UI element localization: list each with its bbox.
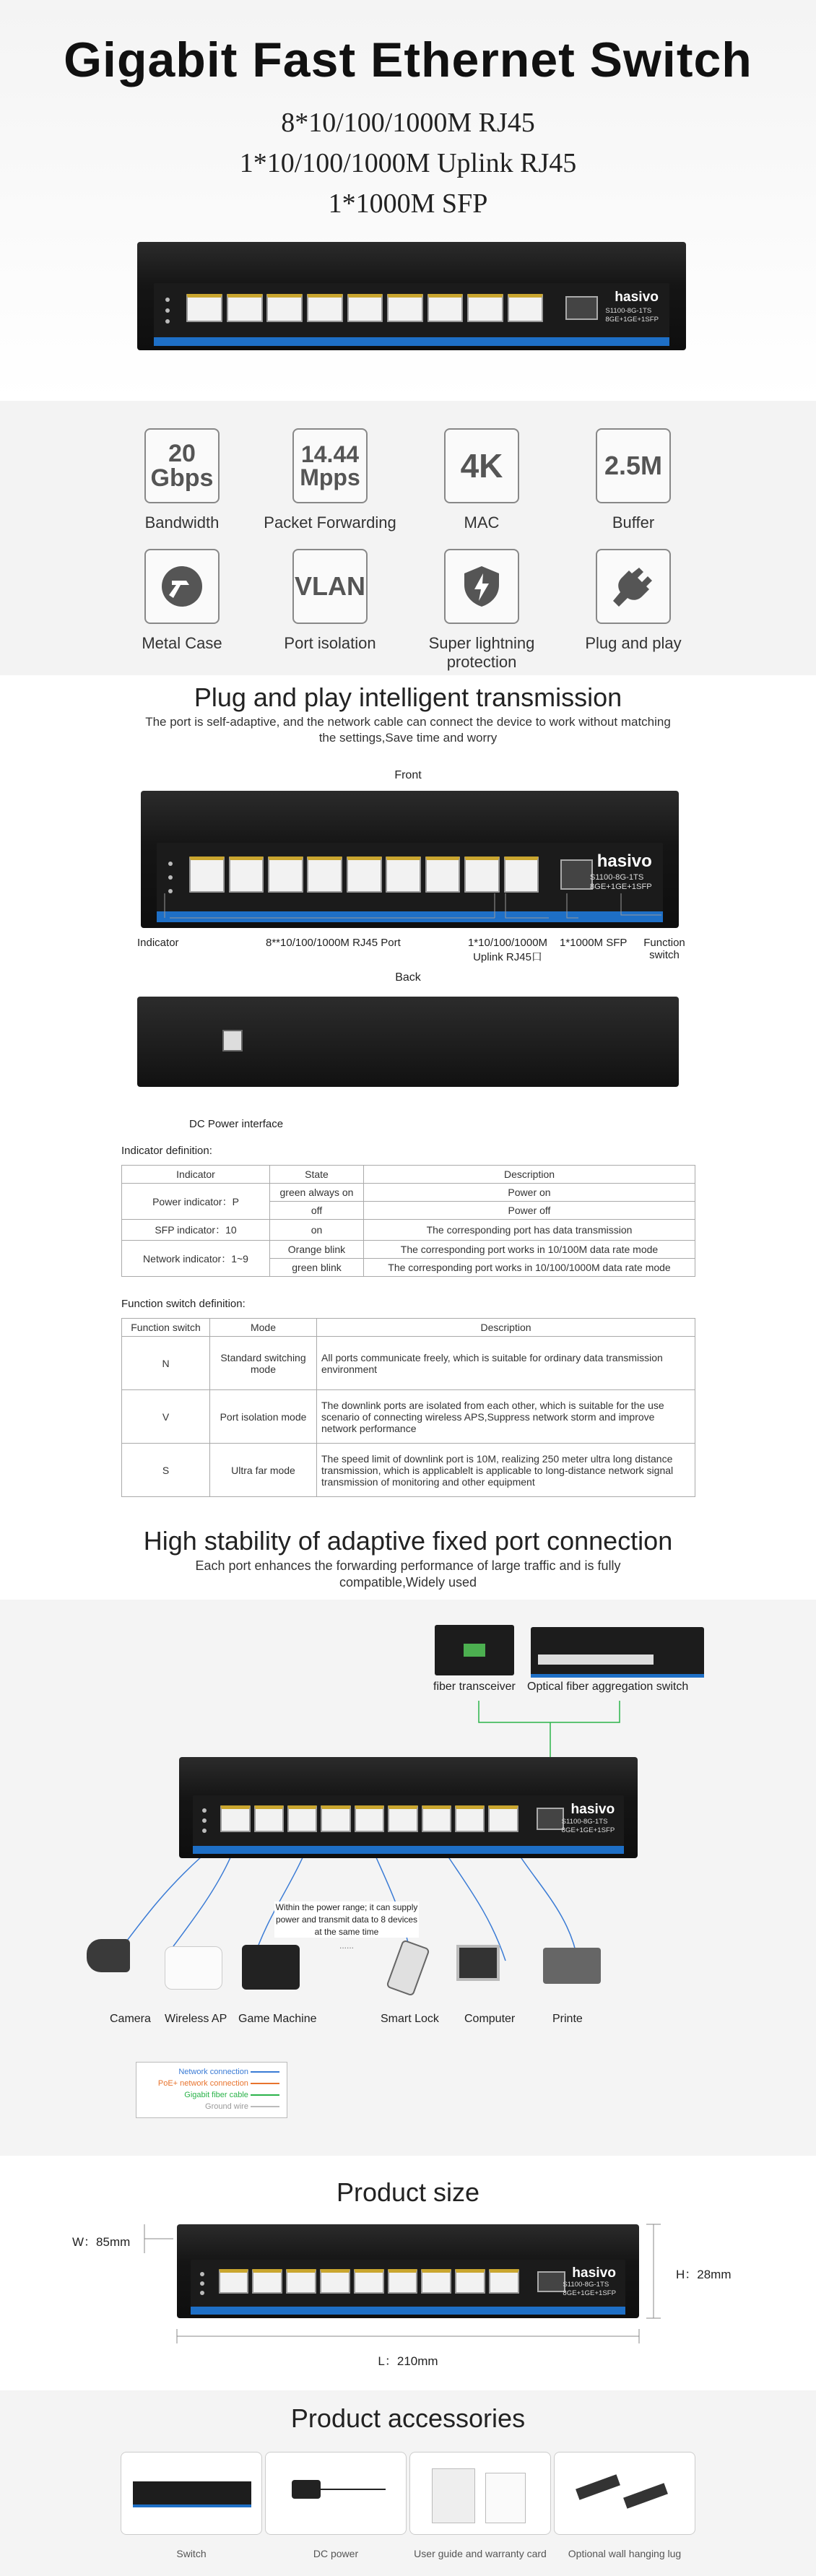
feature-value: VLAN [292,549,368,624]
accessory-dc-power [265,2452,407,2535]
plug-title: Plug and play intelligent transmission [194,682,622,712]
uplink-label: 1*10/100/1000M Uplink RJ45口 [467,937,548,963]
accessory-lug [554,2452,695,2535]
indicator-table: Indicator State Description Power indicator：P green always on Power on off Power off SFP indicator：10 on The corresponding port has data transmission Network indicator：1~9 Orange blink The corresponding port works in 10/100M data rate mode green blink The corresponding port works in 10/100/1000M data rate mode [121,1165,695,1277]
indicator-label: Indicator [137,937,179,949]
device-label-printer: Printe [552,2013,583,2025]
size-section [0,2156,816,2390]
device-label-camera: Camera [110,2013,151,2025]
feature-label: Plug and play [585,634,682,652]
table-row: V Port isolation mode The downlink ports are isolated from each other, which is suitable for the use scenario of connecting wireless APS,Suppress network storm and improve network performance [122,1390,695,1444]
camera-image [87,1939,130,1972]
device-model: S1100-8G-1TS [605,307,652,315]
feature-vlan [258,549,402,653]
feature-value: 4K [444,428,519,503]
indicator-table-caption: Indicator definition: [121,1145,212,1157]
device-model: S1100-8G-1TS [589,873,644,882]
front-callout-lines [0,892,816,935]
height-label: H：28mm [676,2268,732,2281]
hero-line3: 1*1000M SFP [328,188,488,219]
device-brand: hasivo [596,851,652,871]
device-brand: hasivo [615,290,659,305]
stability-header [0,1520,816,1600]
function-table: Function switch Mode Description N Standard switching mode All ports communicate freely, which is suitable for ordinary data transmission environment V Port isolation mode The downlink ports are isolated from each other, which is suitable for the use scenario of connecting wireless APS,Suppress network storm and improve network performance S Ultra far mode The speed limit of downlink port is 10M, realizing 250 meter ultra long distance transmission, which is applicablelt is applicable to long-distance network signal transmission of monitoring and other equipment [121,1318,695,1497]
width-label: W：85mm [72,2235,131,2249]
panel-section [0,755,816,1520]
feature-label: MAC [464,513,500,532]
topology-lines [0,1600,816,2156]
legend-ground: Ground wire [144,2102,279,2113]
accessories-title: Product accessories [290,2403,526,2433]
function-table-caption: Function switch definition: [121,1298,246,1310]
agg-switch-label: Optical fiber aggregation switch [527,1681,689,1693]
table-row: Network indicator：1~9 Orange blink The corresponding port works in 10/100M data rate mode [122,1241,695,1259]
accessories-section [0,2390,816,2576]
device-model: S1100-8G-1TS [561,1818,608,1826]
stability-desc: Each port enhances the forwarding performance of large traffic and is fully compatible,Widely used [195,1558,621,1590]
feature-label: Bandwidth [144,513,220,532]
feature-label: Super lightning protection [428,634,535,671]
device-ports: 8GE+1GE+1SFP [589,882,652,892]
plug-header [0,675,816,755]
hammer-icon [159,563,205,610]
game-machine-image [242,1945,300,1990]
feature-buffer [561,428,706,532]
rj45-label: 8**10/100/1000M RJ45 Port [266,937,401,949]
feature-label: Packet Forwarding [264,513,396,532]
feature-value: 2.5M [596,428,671,503]
feature-label: Metal Case [142,634,222,652]
feature-bandwidth [110,428,254,532]
device-brand: hasivo [572,2265,616,2281]
feature-lightning [395,549,568,672]
front-label: Front [394,769,422,781]
function-switch-label: Function switch [643,937,685,961]
stability-title: High stability of adaptive fixed port connection [143,1526,673,1556]
power-note: Within the power range; it can supply power and transmit data to 8 devices at the same time [275,1902,418,1937]
back-switch-image [137,997,679,1087]
device-label-game: Game Machine [238,2013,317,2025]
device-label-ap: Wireless AP [165,2013,227,2025]
power-note-dots: ...... [339,1940,354,1951]
plug-desc: The port is self-adaptive, and the network cable can connect the device to work without matching the settings,Save time and worry [145,715,671,745]
legend-poe: PoE+ network connection [144,2078,279,2090]
plug-icon [610,563,656,610]
device-ports: 8GE+1GE+1SFP [563,2289,616,2297]
device-ports: 8GE+1GE+1SFP [605,315,659,324]
table-row: N Standard switching mode All ports communicate freely, which is suitable for ordinary data transmission environment [122,1337,695,1390]
dc-label: DC Power interface [189,1118,284,1130]
lightning-icon [459,563,505,610]
accessory-label: User guide and warranty card [414,2548,547,2559]
accessory-label: Switch [176,2548,207,2559]
legend-fiber: Gigabit fiber cable [144,2090,279,2102]
device-label-computer: Computer [464,2013,516,2025]
device-model: S1100-8G-1TS [563,2281,609,2289]
back-label: Back [395,971,421,984]
feature-metal-case [110,549,254,653]
hero-section [0,0,816,401]
hero-line2: 1*10/100/1000M Uplink RJ45 [239,148,577,178]
table-row: Power indicator：P green always on Power on [122,1184,695,1202]
size-title: Product size [336,2177,480,2207]
dc-power-port [222,1030,243,1051]
table-row: off Power off [122,1202,695,1220]
sfp-label: 1*1000M SFP [560,937,628,949]
device-label-lock: Smart Lock [381,2013,439,2025]
legend-network: Network connection [144,2067,279,2078]
device-ports: 8GE+1GE+1SFP [561,1826,615,1834]
feature-mac [409,428,554,532]
device-brand: hasivo [570,1801,615,1817]
accessory-switch [121,2452,262,2535]
table-row: SFP indicator：10 on The corresponding port has data transmission [122,1220,695,1241]
hero-line1: 8*10/100/1000M RJ45 [281,108,535,138]
computer-image [456,1945,500,1981]
feature-forwarding [258,428,402,532]
topology-legend [136,2062,287,2118]
feature-value: 20 Gbps [144,428,220,503]
table-row: green blink The corresponding port works in 10/100/1000M data rate mode [122,1259,695,1277]
accessory-label: Optional wall hanging lug [568,2548,682,2559]
length-label: L：210mm [378,2354,438,2368]
feature-plug [561,549,706,653]
fiber-transceiver-label: fiber transceiver [433,1681,516,1693]
accessory-guide [409,2452,551,2535]
table-row: S Ultra far mode The speed limit of downlink port is 10M, realizing 250 meter ultra long distance transmission, which is applicablelt is applicable to long-distance network signal transmission of monitoring and other equipment [122,1444,695,1497]
wireless-ap-image [165,1946,222,1990]
hero-switch-image [137,242,686,350]
feature-label: Buffer [612,513,655,532]
feature-label: Port isolation [284,634,376,652]
feature-value: 14.44 Mpps [292,428,368,503]
printer-image [543,1948,601,1984]
topology-section [0,1600,816,2156]
topology-switch-image [179,1757,638,1858]
features-section [0,401,816,675]
hero-title: Gigabit Fast Ethernet Switch [64,32,752,87]
accessory-label: DC power [313,2548,359,2559]
